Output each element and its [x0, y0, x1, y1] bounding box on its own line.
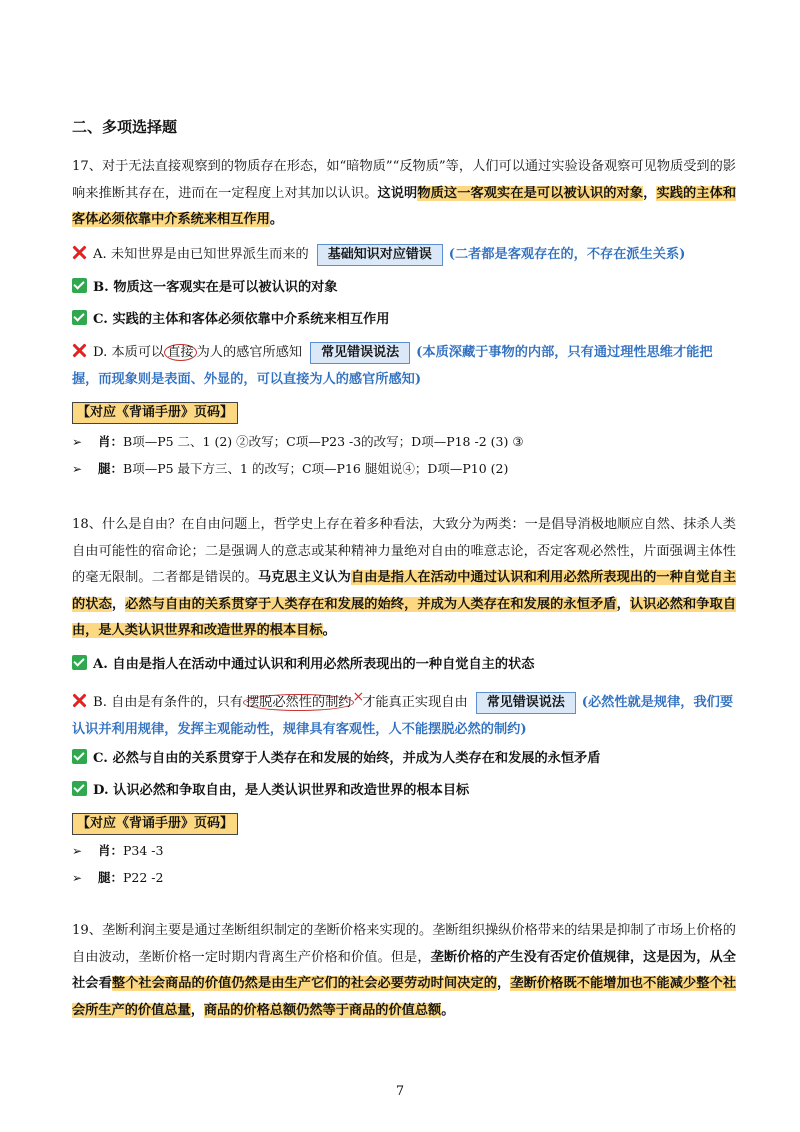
reference-bullet: ➢ 肖：B项—P5 二、1 (2) ②改写；C项—P23 -3的改写；D项—P18 -2 (3) ③ [72, 431, 736, 453]
q19-stem: 19、垄断利润主要是通过垄断组织制定的垄断价格来实现的。垄断组织操纵价格带来的结果是抑制了市场上价格的自由波动，垄断价格一定时期内背离生产价格和价值。但是，垄断价格的产生没有否定价值规律，这是因为，从全社会看整个社会商品的价值仍然是由生产它们的社会必要劳动时间决定的，垄断价格既不能增加也不能减少整个社会所生产的价值总量，商品的价格总额仍然等于商品的价值总额。 [72, 923, 737, 1018]
section-title: 二、多项选择题 [72, 118, 178, 136]
wrong-x-icon [72, 693, 87, 708]
error-type-tag: 常见错误说法 [476, 692, 576, 714]
error-type-tag: 基础知识对应错误 [317, 244, 443, 266]
correct-check-icon [72, 749, 87, 764]
q17-stem: 17、对于无法直接观察到的物质存在形态，如“暗物质”“反物质”等，人们可以通过实验设备观察可见物质受到的影响来推断其存在，进而在一定程度上对其加以认识。这说明物质这一客观实在是可以被认识的对象，实践的主体和客体必须依靠中介系统来相互作用。 [72, 159, 737, 227]
q17-option-a: A. 未知世界是由已知世界派生而来的 基础知识对应错误 (二者都是客观存在的，不存在派生关系) [72, 242, 736, 269]
q17-option-c: C. 实践的主体和客体必须依靠中介系统来相互作用 [72, 307, 736, 334]
q18-option-c: C. 必然与自由的关系贯穿于人类存在和发展的始终，并成为人类存在和发展的永恒矛盾 [72, 746, 736, 773]
correct-check-icon [72, 655, 87, 670]
arrow-bullet-icon: ➢ [72, 871, 83, 885]
explanation-note: (必然性就是规律，我们要认识并利用规律，发挥主观能动性，规律具有客观性，人不能摆脱必然的制约) [72, 695, 734, 737]
correct-check-icon [72, 310, 87, 325]
page-number: 7 [395, 1084, 405, 1099]
wrong-x-icon [72, 343, 87, 358]
explanation-note: (二者都是客观存在的，不存在派生关系) [448, 247, 686, 262]
q18-option-a: A. 自由是指人在活动中通过认识和利用必然所表现出的一种自觉自主的状态 [72, 652, 736, 679]
reference-bullet: ➢ 腿：B项—P5 最下方三、1 的改写；C项—P16 腿姐说④；D项—P10 (2) [72, 458, 736, 480]
arrow-bullet-icon: ➢ [72, 462, 83, 476]
q18-option-d: D. 认识必然和争取自由，是人类认识世界和改造世界的根本目标 [72, 778, 736, 805]
circled-error-phrase: 直接 [164, 344, 196, 361]
q18-option-b: B. 自由是有条件的，只有 摆脱必然性的制约×才能真正实现自由 常见错误说法 (必然性就是规律，我们要认识并利用规律，发挥主观能动性，规律具有客观性，人不能摆脱必然的制约) [72, 689, 734, 737]
correct-check-icon [72, 781, 87, 796]
q17-option-d: D. 本质可以 直接 为人的感官所感知 常见错误说法 (本质深藏于事物的内部，只有通过理性思维才能把握，而现象则是表面、外显的，可以直接为人的感官所感知) [72, 340, 736, 393]
reference-bullet: ➢ 腿：P22 -2 [72, 867, 736, 889]
handbook-reference-label: 【对应《背诵手册》页码】 [72, 402, 238, 424]
explanation-note: (本质深藏于事物的内部，只有通过理性思维才能把握，而现象则是表面、外显的，可以直接为人的感官所感知) [72, 345, 713, 387]
circled-error-phrase: 摆脱必然性的制约 [243, 694, 355, 711]
red-x-mark: × [352, 689, 365, 705]
error-type-tag: 常见错误说法 [310, 342, 410, 364]
q17-option-b: B. 物质这一客观实在是可以被认识的对象 [72, 275, 736, 302]
handbook-reference-label: 【对应《背诵手册》页码】 [72, 813, 238, 835]
reference-bullet: ➢ 肖：P34 -3 [72, 840, 736, 862]
arrow-bullet-icon: ➢ [72, 435, 83, 449]
arrow-bullet-icon: ➢ [72, 844, 83, 858]
wrong-x-icon [72, 245, 87, 260]
correct-check-icon [72, 278, 87, 293]
q18-stem: 18、什么是自由？在自由问题上，哲学史上存在着多种看法，大致分为两类：一是倡导消极地顺应自然、抹杀人类自由可能性的宿命论；二是强调人的意志或某种精神力量绝对自由的唯意志论，否定客观必然性，片面强调主体性的毫无限制。二者都是错误的。马克思主义认为自由是指人在活动中通过认识和利用必然所表现出的一种自觉自主的状态，必然与自由的关系贯穿于人类存在和发展的始终，并成为人类存在和发展的永恒矛盾，认识必然和争取自由，是人类认识世界和改造世界的根本目标。 [72, 517, 737, 638]
